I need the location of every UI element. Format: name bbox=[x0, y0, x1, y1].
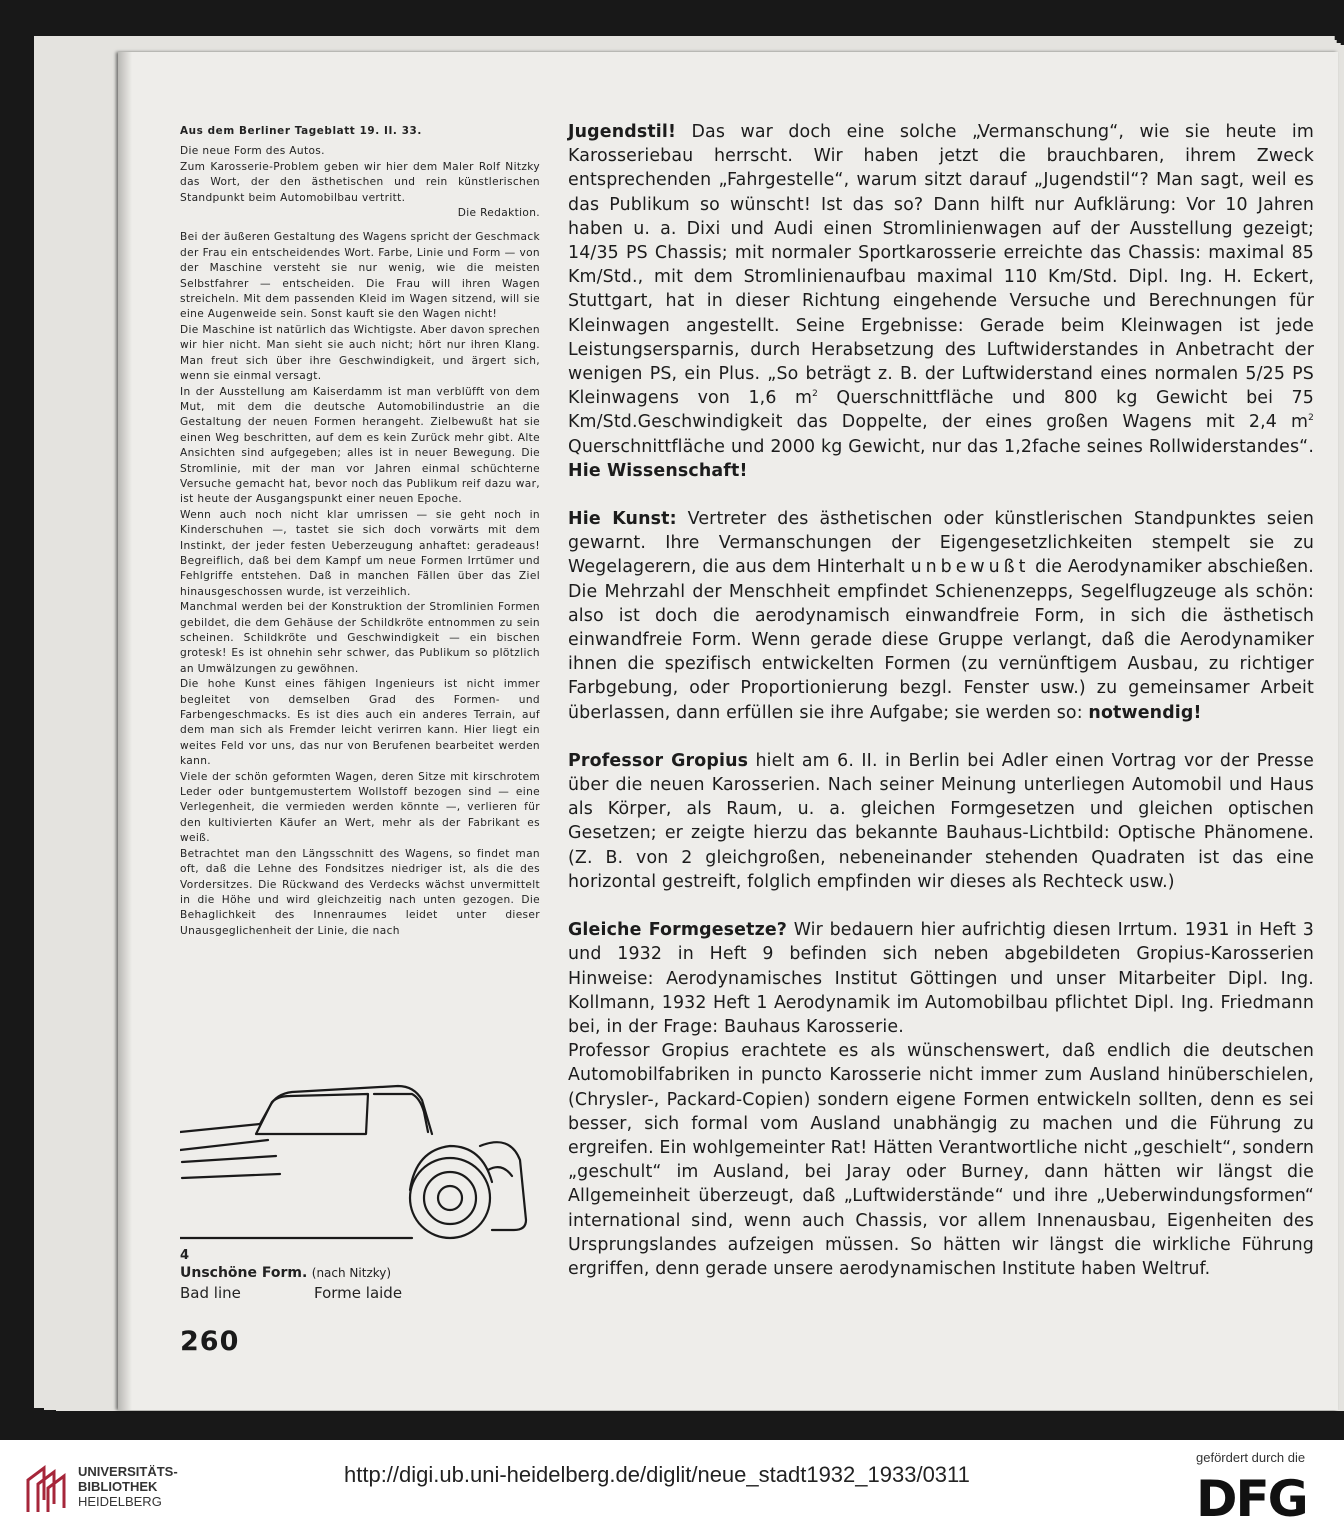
article-paragraph bbox=[568, 749, 1314, 894]
editor-note: Zum Karosserie-Problem geben wir hier dem Maler Rolf Nitzky das Wort, der den ästhetischen und rein künstlerischen Standpunkt beim Automobilbau vertritt. bbox=[180, 160, 540, 204]
excerpt-paragraph: Manchmal werden bei der Konstruktion der Stromlinien Formen gebildet, die dem Gehäuse der Schildkröte entnommen zu sein scheinen. Schildkröte und Geschwindigkeit — ein bischen grotesk! Es ist ohnehin sehr schwer, das Publikum so plötzlich an Umwälzungen zu gewöhnen. bbox=[180, 601, 540, 675]
library-name-line: UNIVERSITÄTS- bbox=[78, 1464, 178, 1479]
editor-signature: Die Redaktion. bbox=[457, 207, 540, 220]
paragraph-heading: Hie Kunst: bbox=[568, 509, 677, 530]
library-name-line: BIBLIOTHEK bbox=[78, 1479, 158, 1494]
figure-credit: (nach Nitzky) bbox=[311, 1266, 392, 1280]
emphasis-text: notwendig! bbox=[1088, 702, 1202, 723]
excerpt-paragraph: Die Maschine ist natürlich das Wichtigste. Aber davon sprechen wir hier nicht. Man sieht sie auch nicht; hört nur ihren Klang. Man freut sich über ihre Geschwindigkeit, und ärgert sich, wenn sie einmal versagt. bbox=[180, 323, 540, 383]
article-paragraph bbox=[568, 120, 1314, 483]
paragraph-heading: Gleiche Formgesetze? bbox=[568, 920, 788, 941]
page-gutter bbox=[118, 52, 132, 1410]
paragraph-text: Das war doch eine solche „Vermanschung“, wie sie heute im Karosseriebau herrscht. Wir haben jetzt die brauchbaren, ihrem Zweck entsprechenden „Fahrgestelle“, warum sitzt darauf „Jugendstil“? Man sagt, weil es das Publikum so wünscht! Ist das so? Dann hilft nur Aufklärung: Vor 10 Jahren haben u. a. Dixi und Audi einen Stromlinienwagen auf der Ausstellung gezeigt; 14/35 PS Chassis; mit normaler Sportkarosserie erreichte das Chassis: maximal 85 Km/Std., mit dem Stromlinienaufbau maximal 110 Km/Std. Dipl. Ing. H. Eckert, Stuttgart, hat in dieser Richtung eingehende Versuche und Berechnungen für Kleinwagen angestellt. Seine Ergebnisse: Gerade beim Kleinwagen ist jede Leistungsersparnis, durch Herabsetzung des Luftwiderstandes in Anbetracht der wenigen PS, ein Plus. „So beträgt z. B. der Luftwiderstand eines normalen 5/25 PS Kleinwagens von 1,6 m bbox=[568, 122, 1314, 409]
library-logo-icon bbox=[22, 1462, 72, 1516]
paragraph-text: die Aerodynamiker abschießen. Die Mehrzahl der Menschheit empfindet Schienenzepps, Segelflugzeuge als schön: also ist doch die aerodynamisch einwandfreie Form, in sich die ästhetisch einwandfreie Form. Wenn gerade diese Gruppe verlangt, daß die Aerodynamiker ihnen die spezifisch entwickelten Formen (zu vernünftigem Ausbau, zu richtiger Farbgebung, oder Proportionierung bezgl. Fenster usw.) zu gemeinsamer Arbeit überlassen, dann erfüllen sie ihre Aufgabe; sie werden so: bbox=[568, 557, 1314, 723]
excerpt-paragraph: In der Ausstellung am Kaiserdamm ist man verblüfft von dem Mut, mit dem die deutsche Automobilindustrie an die Gestaltung der neuen Formen herangeht. Zielbewußt hat sie einen Weg beschritten, auf dem es kein Zurück mehr gibt. Alte Ansichten sind aufgegeben; alles ist in neuer Bewegung. Die Stromlinie, mit der man vor Jahren einmal schüchterne Versuche gemacht hat, bevor noch das Publikum reif dazu war, ist heute der Ausgangspunkt einer neuen Epoche. bbox=[180, 385, 540, 506]
paragraph-text: Querschnittfläche und 2000 kg Gewicht, nur das 1,2fache seines Rollwiderstandes“. bbox=[568, 436, 1314, 457]
caption-english: Bad line bbox=[180, 1284, 241, 1302]
figure-title: Unschöne Form. bbox=[180, 1265, 308, 1281]
excerpt-heading: Die neue Form des Autos. bbox=[180, 145, 325, 158]
book-page bbox=[118, 52, 1338, 1410]
excerpt-paragraph: Die hohe Kunst eines fähigen Ingenieurs ist nicht immer begleitet von demselben Grad des Formen- und Farbengeschmacks. Es ist dies auch ein anderes Terrain, auf dem man sich als Fremder leicht verirren kann. Hier liegt ein weites Feld vor uns, das nur von Berufenen bearbeitet werden kann. bbox=[180, 678, 540, 768]
page-number: 260 bbox=[180, 1326, 240, 1357]
spaced-emphasis: unbewußt bbox=[910, 557, 1030, 578]
excerpt-paragraph: Wenn auch noch nicht klar umrissen — sie geht noch in Kinderschuhen —, tastet sie sich doch vorwärts mit dem Instinkt, der jeder festen Ueberzeugung anhaftet: geradeaus! Begreiflich, daß bei dem Kampf um neue Formen Irrtümer und Fehlgriffe entstehen. Daß in manchen Fällen über das Ziel hinausgeschossen wurde, ist verzeihlich. bbox=[180, 508, 540, 598]
main-article bbox=[568, 120, 1314, 1281]
article-paragraph bbox=[568, 507, 1314, 725]
dfg-logo-icon bbox=[1196, 1474, 1326, 1520]
figure-caption bbox=[180, 1248, 540, 1302]
excerpt-paragraph: Betrachtet man den Längsschnitt des Wagens, so findet man oft, daß die Lehne des Fondsitzes niedriger ist, als die des Vordersitzes. Die Rückwand des Verdecks wächst unvermittelt in die Höhe und wird gleichzeitig nach unten gezogen. Die Behaglichkeit des Innenraumes leidet unter dieser Unausgeglichenheit der Linie, die nach bbox=[180, 847, 540, 937]
car-line-drawing bbox=[180, 1070, 540, 1260]
library-name bbox=[78, 1464, 178, 1509]
paragraph-text: Querschnittfläche und 800 kg Gewicht bei 75 Km/Std.Geschwindigkeit das Doppelte, der eines großen Wagens mit 2,4 m bbox=[568, 388, 1314, 433]
source-line: Aus dem Berliner Tageblatt 19. II. 33. bbox=[180, 125, 422, 137]
figure-number: 4 bbox=[180, 1248, 190, 1263]
paragraph-text: Wir bedauern hier aufrichtig diesen Irrtum. 1931 in Heft 3 und 1932 in Heft 9 befinden sich neben abgebildeten Gropius-Karosserien Hinweise: Aerodynamisches Institut Göttingen und unser Mitarbeiter Dipl. Ing. Kollmann, 1932 Heft 1 Aerodynamik im Automobilbau pflichtet Dipl. Ing. Friedmann bei, in der Frage: Bauhaus Karosserie. bbox=[568, 920, 1314, 1037]
excerpt-paragraph: Bei der äußeren Gestaltung des Wagens spricht der Geschmack der Frau ein entscheidendes Wort. Farbe, Linie und Form — von der Maschine versteht sie nur wenig, wie die meisten Selbstfahrer — entscheiden. Die Frau will ihren Wagen streicheln. Mit dem passenden Kleid im Wagen sitzend, will sie eine Augenweide sein. Sonst kauft sie den Wagen nicht! bbox=[180, 231, 540, 321]
superscript: 2 bbox=[1308, 413, 1314, 424]
funding-text: gefördert durch die bbox=[1196, 1450, 1306, 1465]
paragraph-text: Vertreter des ästhetischen oder künstlerischen Standpunktes seien gewarnt. Ihre Vermanschungen der Eigengesetzlichkeiten stempelt sie zu Wegelagerern, die aus dem Hinterhalt bbox=[568, 509, 1314, 578]
caption-french: Forme laide bbox=[314, 1284, 403, 1302]
footer-bar bbox=[0, 1440, 1344, 1534]
library-name-line: HEIDELBERG bbox=[78, 1494, 162, 1509]
paragraph-text: hielt am 6. II. in Berlin bei Adler einen Vortrag vor der Presse über die neuen Karosserien. Nach seiner Meinung unterliegen Automobil und Haus als Körper, als Raum, u. a. gleichen Formgesetzen und gleichen optischen Gesetzen; er zeigte hierzu das bekannte Bauhaus-Lichtbild: Optische Phänomene. (Z. B. von 2 gleichgroßen, nebeneinander stehenden Quadraten ist das eine horizontal gestreift, folglich empfinden wir dieses als Rechteck usw.) bbox=[568, 750, 1314, 892]
dfg-logo-text: DFG bbox=[1196, 1474, 1307, 1520]
emphasis-text: Hie Wissenschaft! bbox=[568, 460, 748, 481]
paragraph-heading: Jugendstil! bbox=[568, 122, 677, 142]
paragraph-heading: Professor Gropius bbox=[568, 750, 749, 771]
newspaper-excerpt bbox=[180, 124, 540, 939]
permalink-url[interactable]: http://digi.ub.uni-heidelberg.de/diglit/neue_stadt1932_1933/0311 bbox=[344, 1462, 970, 1487]
article-paragraph: Professor Gropius erachtete es als wünschenswert, daß endlich die deutschen Automobilfabriken in puncto Karosserie nicht immer zum Ausland hinüberschielen, (Chrysler-, Packard-Copien) sondern eigene Formen entwickeln sollten, denn es sei besser, sich formal vom Ausland unabhängig zu machen und die Führung zu ergreifen. Ein wohlgemeinter Rat! Hätten Verantwortliche nicht „geschielt“, sondern „geschult“ im Ausland, bei Jaray oder Burney, dann hätten wir längst die Allgemeinheit überzeugt, daß „Luftwiderstände“ und ihre „Ueberwindungsformen“ international sind, wenn auch Chassis, vor allem Innenausbau, Eigenheiten des Ursprungslandes aufzeigen müssen. So hätten wir längst die wirkliche Führung ergriffen, denn gerade unsere aerodynamischen Institute haben Weltruf. bbox=[568, 1041, 1314, 1279]
superscript: 2 bbox=[812, 389, 818, 400]
article-paragraph bbox=[568, 918, 1314, 1039]
excerpt-paragraph: Viele der schön geformten Wagen, deren Sitze mit kirschrotem Leder oder buntgemustertem Wollstoff bezogen sind — eine Verlegenheit, die vermieden werden könnte —, verlieren für den kultivierten Käufer an Wert, mehr als der Fabrikant es weiß. bbox=[180, 770, 540, 845]
